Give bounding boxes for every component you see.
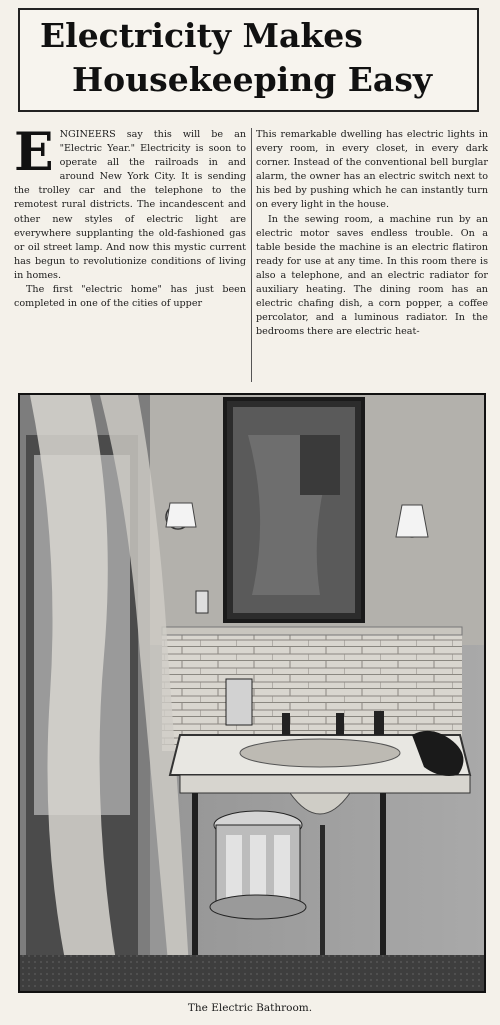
drop-cap: E (14, 128, 54, 183)
headline (20, 14, 477, 102)
article-column-right (256, 128, 488, 382)
headline-box (18, 8, 479, 112)
paragraph: In the sewing room, a machine run by an electric motor saves endless trouble. On a table beside the machine is an electric flatiron ready for use at any time. In this room there is also a telephone, and an electric radiator for auxiliary heating. The dining room has an electric chafing dish, a corn popper, a coffee percolator, and a luminous radiator. In the bedrooms there are electric heat- (256, 213, 488, 338)
headline-line-2: Housekeeping Easy (72, 60, 433, 99)
column-rule (251, 128, 252, 382)
article-body (14, 128, 488, 382)
paragraph: NGINEERS say this will be an "Electric Year." Electricity is soon to operate all the railroads in and around New York City. It is sending the trolley car and the telephone to the remotest rural districts. The incandescent and other new styles of electric light are everywhere supplanting the old-fashioned gas or oil street lamp. And now this mystic current has begun to revolutionize conditions of living in homes. (14, 129, 246, 281)
wall-lamp-right (396, 505, 428, 537)
photo-caption: The Electric Bathroom. (187, 1002, 313, 1014)
paragraph: The first "electric home" has just been completed in one of the cities of upper (14, 284, 246, 310)
electric-heater (210, 811, 306, 919)
paragraph: This remarkable dwelling has electric lights in every room, in every closet, in every dark corner. Instead of the conventional bell burglar alarm, the owner has an electric switch next to his bed by pushing which he can instantly turn on every light in the house. (256, 129, 488, 211)
article-column-left (14, 128, 246, 382)
headline-line-1: Electricity Makes (40, 16, 363, 55)
bathroom-illustration (20, 395, 484, 991)
wall-lamp-left (166, 503, 196, 529)
bathroom-photo (18, 393, 486, 993)
